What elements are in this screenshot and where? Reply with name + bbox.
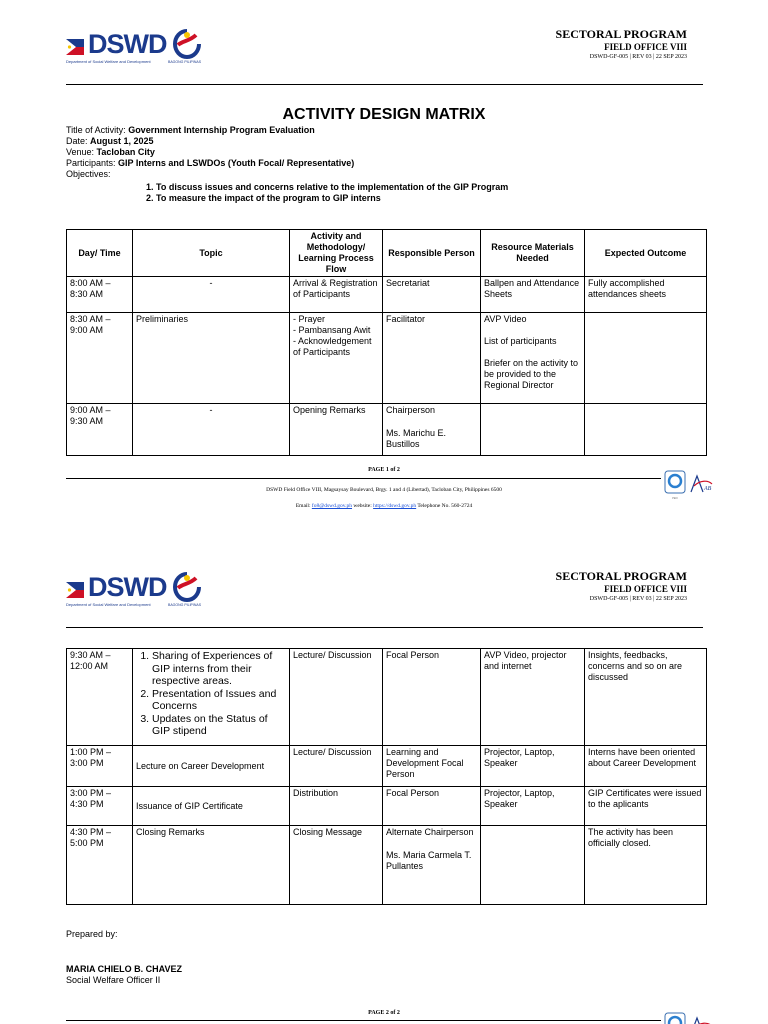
title-of-activity: Title of Activity: Government Internship Program Evaluation [66, 125, 315, 135]
table-row [67, 313, 707, 404]
cell-activity: Arrival & Registration of Participants [290, 277, 383, 313]
activity-line: - Acknowledgement of Participants [293, 336, 372, 357]
activity-line: - Pambansang Awit [293, 325, 371, 335]
objectives-label: Objectives: [66, 169, 111, 179]
cell-time: 8:30 AM – 9:00 AM [67, 313, 133, 404]
activity-table-page2 [66, 648, 707, 905]
cell-time: 4:30 PM – 5:00 PM [67, 826, 133, 905]
cell-topic: Lecture on Career Development [133, 746, 290, 787]
cell-outcome [585, 404, 707, 456]
col-header-time: Day/ Time [67, 230, 133, 277]
cell-topic: Closing Remarks [133, 826, 290, 905]
preparer-position: Social Welfare Officer II [66, 975, 161, 985]
footer-contacts: Email: fo8@dswd.gov.ph website: https://dswd.gov.ph Telephone No. 560-2724 [295, 503, 473, 509]
field-office: FIELD OFFICE VIII [604, 42, 687, 52]
person-line: Ms. Marichu E. Bustillos [386, 428, 447, 449]
cell-topic: Issuance of GIP Certificate [133, 787, 290, 826]
cell-person [383, 826, 481, 905]
cell-resources [481, 404, 585, 456]
form-code: DSWD-GF-005 | REV 03 | 22 SEP 2023 [589, 54, 687, 60]
table-row [67, 277, 707, 313]
cell-person: Focal Person [383, 787, 481, 826]
cell-time: 1:00 PM – 3:00 PM [67, 746, 133, 787]
activity-table-page1 [66, 229, 707, 456]
certification-logos-icon [664, 1012, 714, 1024]
form-code: DSWD-GF-005 | REV 03 | 22 SEP 2023 [589, 596, 687, 602]
ph-flag-icon [66, 39, 84, 55]
person-line: Ms. Maria Carmela T. Pullantes [386, 850, 472, 871]
cell-resources: AVP Video, projector and internet [481, 649, 585, 746]
person-line: Chairperson [386, 405, 436, 415]
cell-outcome: Insights, feedbacks, concerns and so on are discussed [585, 649, 707, 746]
table-row [67, 787, 707, 826]
col-header-person: Responsible Person [383, 230, 481, 277]
cell-activity: Lecture/ Discussion [290, 746, 383, 787]
cell-person: Facilitator [383, 313, 481, 404]
bagong-pilipinas-icon [170, 570, 204, 604]
footer-divider [66, 1020, 661, 1021]
prepared-by-label: Prepared by: [66, 929, 118, 939]
cell-activity: Closing Message [290, 826, 383, 905]
footer-divider [66, 478, 661, 479]
col-header-outcome: Expected Outcome [585, 230, 707, 277]
header-divider [66, 627, 703, 628]
preparer-name: MARIA CHIELO B. CHAVEZ [66, 964, 182, 974]
resource-line: Briefer on the activity to be provided to the Regional Director [484, 358, 579, 390]
activity-participants: Participants: GIP Interns and LSWDOs (Youth Focal/ Representative) [66, 158, 355, 168]
cell-resources [481, 313, 585, 404]
dswd-logo [66, 574, 206, 614]
activity-venue: Venue: Tacloban City [66, 147, 155, 157]
objective-item: 2. To measure the impact of the program to GIP interns [146, 193, 381, 203]
cell-person: Focal Person [383, 649, 481, 746]
bagong-pilipinas-label: BAGONG PILIPINAS [168, 603, 202, 607]
page-number: PAGE 2 of 2 [368, 1010, 400, 1016]
objectives-list [146, 182, 508, 204]
table-header-row [67, 230, 707, 277]
dswd-logo [66, 31, 206, 71]
logo-subtitle: Department of Social Welfare and Development [66, 59, 151, 64]
list-item: 2. Presentation of Issues and Concerns [152, 688, 286, 713]
cell-resources: Projector, Laptop, Speaker [481, 746, 585, 787]
cell-person: Secretariat [383, 277, 481, 313]
col-header-topic: Topic [133, 230, 290, 277]
cell-activity: Distribution [290, 787, 383, 826]
field-office: FIELD OFFICE VIII [604, 584, 687, 594]
header-right [556, 569, 687, 603]
header-divider [66, 84, 703, 85]
footer-address: DSWD Field Office VIII, Magsaysay Boulevard, Brgy. 1 and 4 (Libertad), Tacloban City, Philippines 6500 [266, 487, 502, 493]
activity-line: - Prayer [293, 314, 326, 324]
cell-time: 8:00 AM – 8:30 AM [67, 277, 133, 313]
cell-outcome: GIP Certificates were issued to the aplicants [585, 787, 707, 826]
activity-date: Date: August 1, 2025 [66, 136, 154, 146]
bagong-pilipinas-icon [170, 27, 204, 61]
cell-activity: Lecture/ Discussion [290, 649, 383, 746]
cell-time: 3:00 PM – 4:30 PM [67, 787, 133, 826]
logo-wordmark: DSWD [88, 29, 167, 59]
logo-wordmark: DSWD [88, 572, 167, 602]
program-title: SECTORAL PROGRAM [555, 27, 687, 41]
table-row [67, 826, 707, 905]
cell-time: 9:00 AM – 9:30 AM [67, 404, 133, 456]
email-link[interactable]: fo8@dswd.gov.ph [311, 503, 353, 509]
table-row [67, 404, 707, 456]
cell-time: 9:30 AM – 12:00 AM [67, 649, 133, 746]
person-line: Alternate Chairperson [386, 827, 474, 837]
activity-info [66, 125, 354, 180]
website-link[interactable]: https://dswd.gov.ph [373, 503, 417, 509]
logo-subtitle: Department of Social Welfare and Development [66, 602, 151, 607]
svg-text:ISO: ISO [672, 496, 678, 500]
col-header-resources: Resource Materials Needed [481, 230, 585, 277]
document-title: ACTIVITY DESIGN MATRIX [282, 106, 486, 123]
cell-topic: - [133, 277, 290, 313]
table-row [67, 746, 707, 787]
resource-line: List of participants [484, 336, 557, 346]
objective-item: 1. To discuss issues and concerns relative to the implementation of the GIP Program [146, 182, 509, 192]
table-row [67, 649, 707, 746]
cell-activity [290, 313, 383, 404]
program-title: SECTORAL PROGRAM [555, 569, 687, 583]
list-item: 3. Updates on the Status of GIP stipend [152, 713, 286, 738]
col-header-activity: Activity and Methodology/ Learning Process Flow [290, 230, 383, 277]
cell-resources: Ballpen and Attendance Sheets [481, 277, 585, 313]
header-right [556, 27, 687, 61]
cell-topic [133, 649, 290, 746]
cell-outcome: Fully accomplished attendances sheets [585, 277, 707, 313]
svg-text:AB: AB [704, 486, 712, 492]
cell-topic: - [133, 404, 290, 456]
cell-activity: Opening Remarks [290, 404, 383, 456]
cell-resources: Projector, Laptop, Speaker [481, 787, 585, 826]
resource-line: AVP Video [484, 314, 527, 324]
cell-outcome [585, 313, 707, 404]
ph-flag-icon [66, 582, 84, 598]
list-item: 1. Sharing of Experiences of GIP interns from their respective areas. [152, 650, 286, 688]
bagong-pilipinas-label: BAGONG PILIPINAS [168, 60, 202, 64]
cell-person: Learning and Development Focal Person [383, 746, 481, 787]
cell-person [383, 404, 481, 456]
cell-outcome: Interns have been oriented about Career Development [585, 746, 707, 787]
page-number: PAGE 1 of 2 [368, 467, 400, 473]
cell-topic: Preliminaries [133, 313, 290, 404]
cell-resources [481, 826, 585, 905]
cell-outcome: The activity has been officially closed. [585, 826, 707, 905]
topic-list [136, 650, 286, 738]
